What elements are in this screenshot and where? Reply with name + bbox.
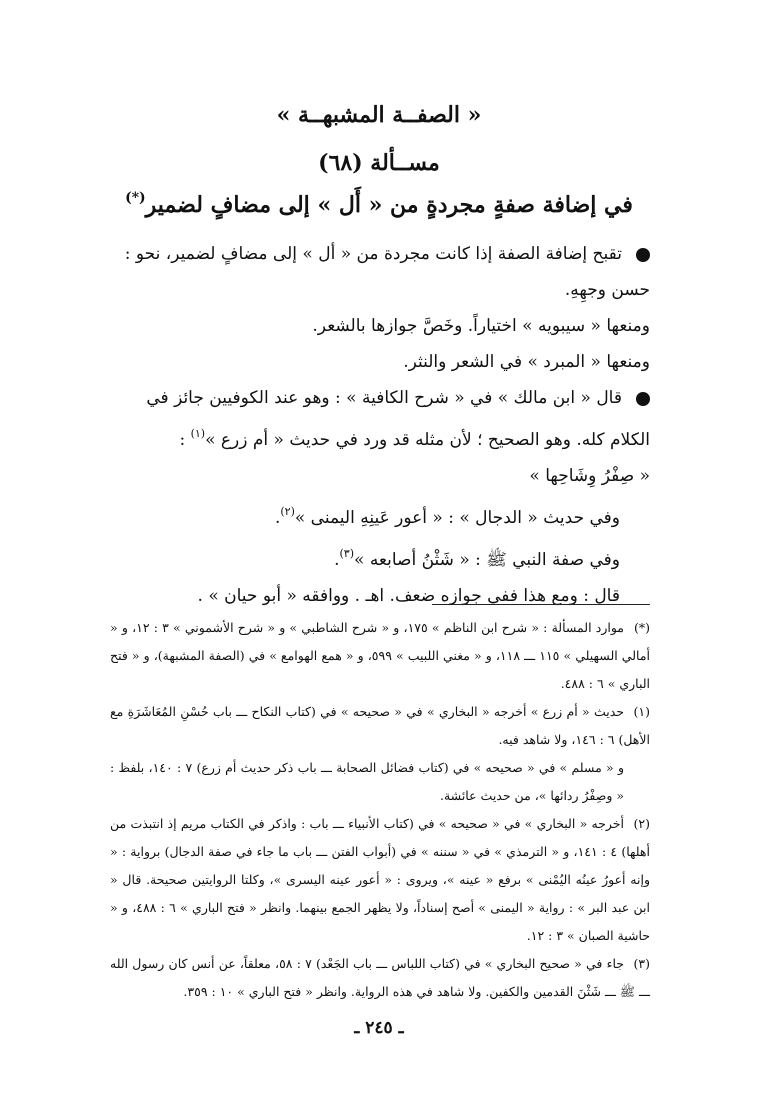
issue-subtitle — [60, 190, 698, 218]
page-number: ـ ٢٤٥ ـ — [354, 1018, 404, 1038]
footnote-1-continued: و « مسلم » في « صحيحه » في (كتاب فضائل الصحابة ـــ باب ذكر حديث أم زرع) ٧ : ١٤٠، بلفظ : « وصِفْرُ ردائها »، من حديث عائشة. — [110, 760, 624, 803]
footnote-1: (١)حديث « أم زرع » أخرجه « البخاري » في « صحيحه » في (كتاب النكاح ـــ باب حُسْنِ المُعَاشَرَةِ مع الأهل) ٦ : ١٤٦، ولا شاهد فيه. — [110, 698, 650, 754]
bullet-icon — [636, 392, 650, 406]
paragraph-1-line-1: تقبح إضافة الصفة إذا كانت مجردة من « أل » إلى مضافٍ لضمير، نحو : — [110, 236, 650, 272]
paragraph-1-line-2: حسن وجهِهِ. — [564, 280, 650, 300]
footnote-separator — [432, 604, 650, 605]
issue-subtitle-footnote-mark: (*) — [125, 190, 146, 206]
footnote-ref-1: (١) — [190, 427, 206, 440]
paragraph-4-line-1: قال « ابن مالك » في « شرح الكافية » : وهو عند الكوفيين جائز في — [110, 380, 650, 416]
paragraph-5: وفي حديث « الدجال » : « أعور عَينِهِ اليمنى »$^{(٢)}$. — [274, 505, 620, 528]
paragraph-4-line-3: « صِفْرُ وِشَاحِها » — [529, 466, 650, 486]
footnote-1-mark: (١) — [633, 704, 650, 719]
bullet-icon — [636, 248, 650, 262]
issue-title: مســألة (٦٨) — [318, 150, 440, 176]
footnote-2-mark: (٢) — [633, 816, 650, 831]
main-text — [110, 236, 650, 614]
footnote-ref-3: (٣) — [339, 547, 355, 560]
footnote-3-mark: (٣) — [633, 956, 650, 971]
section-title: « الصفــة المشبهــة » — [276, 102, 482, 128]
footnote-ref-2: (٢) — [280, 505, 295, 518]
footnote-star: (*)موارد المسألة : « شرح ابن الناظم » ١٧٥، و « شرح الشاطبي » و « شرح الأشموني » ٣ : ١٢، و « أمالي السهيلي » ١١٥ ـــ ١١٨، و « مغني اللبيب » ٥٩٩، و « همع الهوامع » في (الصفة المشبهة)، و « فتح الباري » ٦ : ٤٨٨. — [110, 614, 650, 698]
paragraph-2: ومنعها « سيبويه » اختياراً. وخَصَّ جوازها بالشعر. — [312, 316, 650, 336]
footnote-3: (٣)جاء في « صحيح البخاري » في (كتاب اللباس ـــ باب الجَعْد) ٧ : ٥٨، معلقاً، عن أنس كان رسول الله ـــ ﷺ ـــ شَثْنَ القدمين والكفين. ولا شاهد في هذه الرواية. وانظر « فتح الباري » ١٠ : ٣٥٩. — [110, 950, 650, 1006]
paragraph-3: ومنعها « المبرد » في الشعر والنثر. — [403, 352, 650, 372]
paragraph-7: قال : ومع هذا ففي جوازه ضعف. اهـ . ووافقه « أبو حيان » . — [197, 586, 620, 606]
footnote-star-mark: (*) — [633, 620, 650, 635]
paragraph-4-line-2: الكلام كله. وهو الصحيح ؛ لأن مثله قد ورد في حديث « أم زرع »$^{(١)}$ : — [179, 427, 650, 450]
paragraph-6: وفي صفة النبي ﷺ : « شَثْنُ أصابعه »$^{(٣)}$. — [334, 547, 620, 570]
footnotes — [110, 614, 650, 1006]
footnote-2: (٢)أخرجه « البخاري » في « صحيحه » في (كتاب الأنبياء ـــ باب : واذكر في الكتاب مريم إذ انتبذت من أهلها) ٤ : ١٤١، و « الترمذي » في « سننه » في (أبواب الفتن ـــ باب ما جاء في صفة الدجال) برواية : « وإنه أعورُ عينُه اليُمْنى » برفع « عينه »، ويروى : « أعور عينه اليسرى »، وكلتا الروايتين صحيحة. قال « ابن عبد البر » : رواية « اليمنى » أصح إسناداً، ولا يظهر الجمع بينهما. وانظر « فتح الباري » ٦ : ٤٨٨، و « حاشية الصبان » ٣ : ١٢. — [110, 810, 650, 950]
issue-subtitle-text: في إضافة صفةٍ مجردةٍ من « أَل » إلى مضافٍ لضمير — [145, 192, 633, 218]
